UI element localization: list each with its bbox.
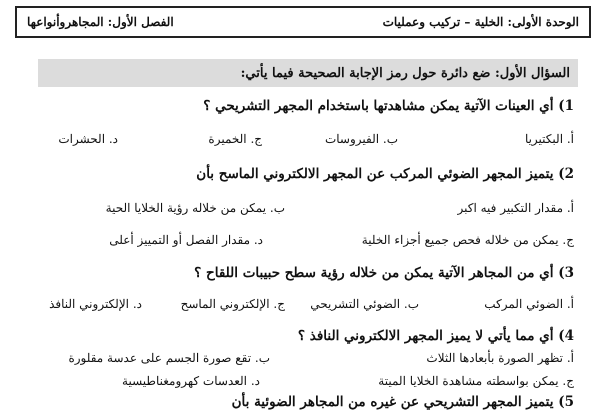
q4-option-b[interactable]: ب. تقع صورة الجسم على عدسة مقلورة (68, 351, 270, 365)
q1-option-d[interactable]: د. الحشرات (58, 132, 118, 146)
question-3-text: 3) أي من المجاهر الآتية يمكن من خلاله رؤية سطح حبيبات اللقاح ؟ (194, 265, 574, 281)
q3-option-b[interactable]: ب. الضوئي التشريحي (310, 297, 419, 311)
q2-option-d[interactable]: د. مقدار الفصل أو التمييز أعلى (109, 233, 263, 247)
q1-option-a[interactable]: أ. البكتيريا (524, 132, 574, 146)
unit-title: الوحدة الأولى: الخلية – تركيب وعمليات (382, 15, 579, 29)
page-header (15, 6, 591, 38)
q3-option-c[interactable]: ج. الإلكتروني الماسح (180, 297, 285, 311)
chapter-title: الفصل الأول: المجاهروأنواعها (27, 15, 174, 29)
question-4-text: 4) أي مما يأتي لا يميز المجهر الالكتروني النافذ ؟ (297, 328, 574, 344)
q2-option-b[interactable]: ب. يمكن من خلاله رؤية الخلايا الحية (105, 201, 285, 215)
q1-option-b[interactable]: ب. الفيروسات (324, 132, 398, 146)
q4-option-d[interactable]: د. العدسات كهرومغناطيسية (122, 374, 260, 388)
q2-option-c[interactable]: ج. يمكن من خلاله فحص جميع أجزاء الخلية (361, 233, 574, 247)
question-instruction-bar (38, 59, 578, 87)
q4-option-c[interactable]: ج. يمكن بواسطته مشاهدة الخلايا الميتة (378, 374, 574, 388)
q1-option-c[interactable]: ج. الخميرة (208, 132, 262, 146)
question-2-text: 2) يتميز المجهر الضوئي المركب عن المجهر الالكتروني الماسح بأن (196, 166, 574, 182)
question-5-text: 5) يتميز المجهر التشريحي عن غيره من المجاهر الضوئية بأن (231, 394, 574, 410)
instruction-text: السؤال الأول: ضع دائرة حول رمز الإجابة الصحيحة فيما يأتي: (240, 65, 570, 81)
question-1-text: 1) أي العينات الآتية يمكن مشاهدتها باستخدام المجهر التشريحي ؟ (203, 98, 574, 114)
q3-option-a[interactable]: أ. الضوئي المركب (484, 297, 574, 311)
q2-option-a[interactable]: أ. مقدار التكبير فيه اكبر (457, 201, 574, 215)
q3-option-d[interactable]: د. الإلكتروني النافذ (49, 297, 142, 311)
q4-option-a[interactable]: أ. تظهر الصورة بأبعادها الثلاث (426, 351, 574, 365)
